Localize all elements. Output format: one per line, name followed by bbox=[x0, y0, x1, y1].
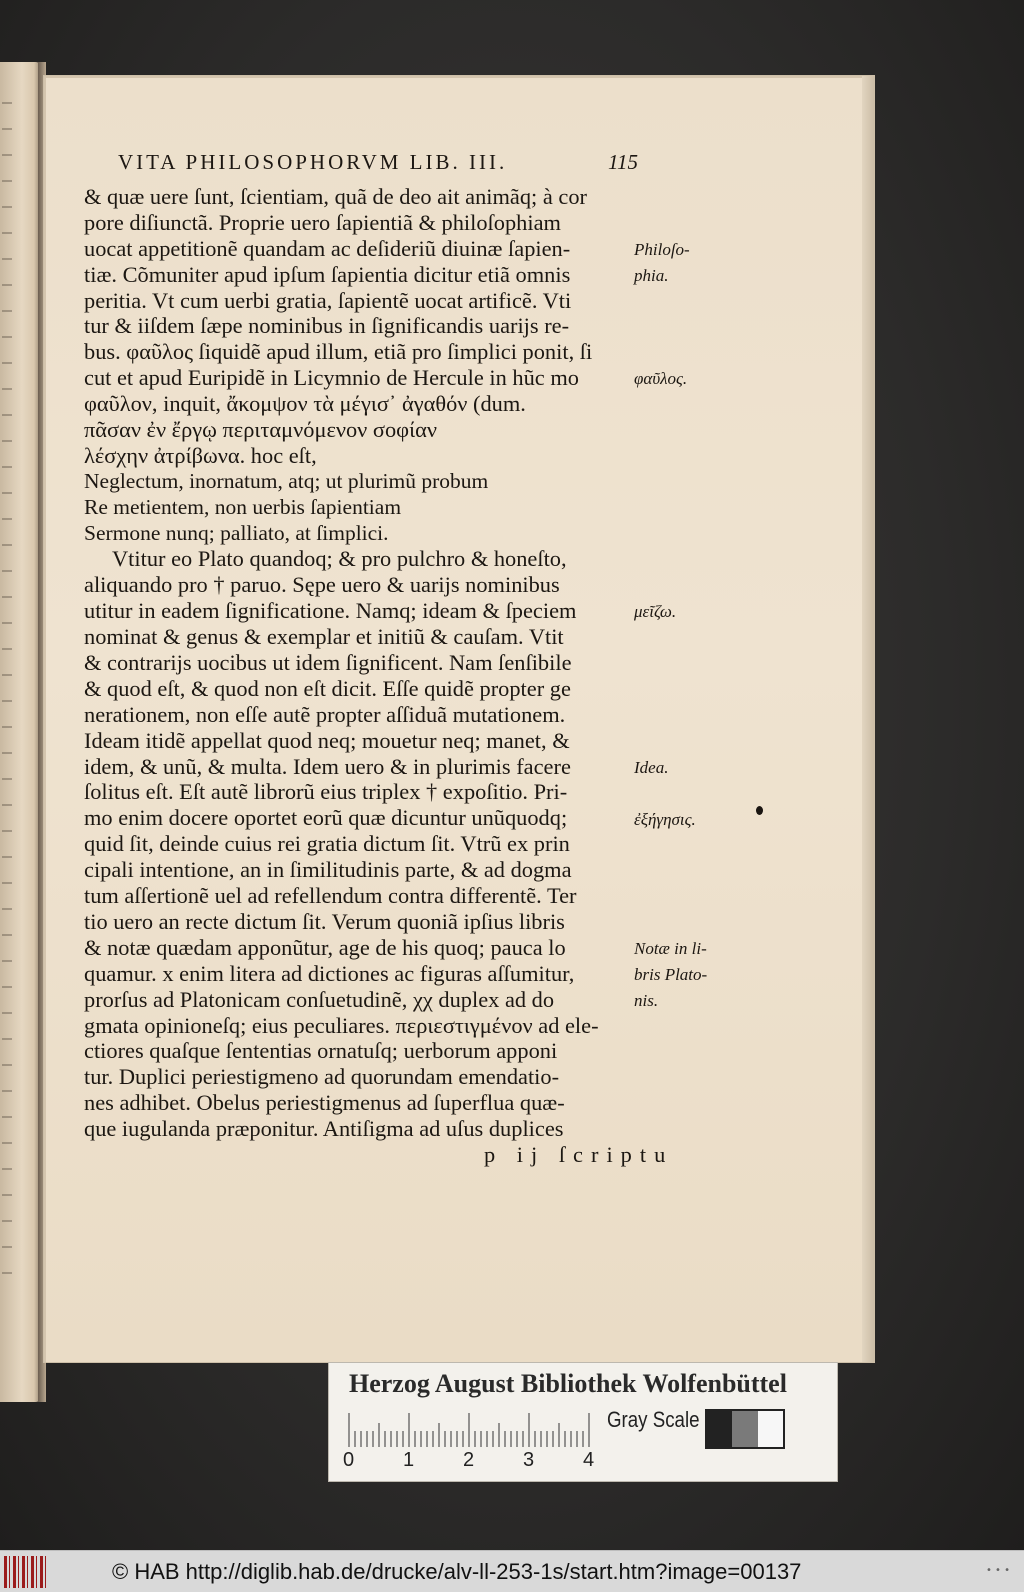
text-line: peritia. Vt cum uerbi gratia, ſapientẽ uocat artificẽ. Vti bbox=[84, 287, 572, 313]
text-line: Vtitur eo Plato quandoq; & pro pulchro & honeſto, bbox=[112, 546, 567, 572]
text-line: idem, & unũ, & multa. Idem uero & in plurimis facere bbox=[84, 753, 571, 779]
text-line: aliquando pro † paruo. Sępe uero & uarijs nominibus bbox=[84, 572, 560, 598]
ruler-number: 4 bbox=[583, 1449, 595, 1471]
text-line: tum aſſertionẽ uel ad refellendum contra differentẽ. Ter bbox=[84, 883, 577, 909]
text-line: tiæ. Cõmuniter apud ipſum ſapientia dicitur etiã omnis bbox=[84, 261, 571, 287]
text-line: uocat appetitionẽ quandam ac deſideriũ diuinæ ſapien- bbox=[84, 235, 571, 261]
ruler-number: 3 bbox=[523, 1449, 535, 1471]
marginal-note: Idea. bbox=[634, 757, 669, 777]
gray-scale-label: Gray Scale bbox=[607, 1407, 700, 1432]
text-line: quid ſit, deinde cuius rei gratia dictum ſit. Vtrũ ex prin bbox=[84, 831, 570, 857]
marginal-note: ἐξήγησις. bbox=[634, 809, 696, 829]
left-page-text-edge bbox=[2, 102, 12, 1282]
running-head bbox=[118, 150, 638, 175]
gray-swatch bbox=[758, 1411, 783, 1447]
marginal-note: phia. bbox=[634, 265, 669, 285]
text-line: nerationem, non eſſe autẽ propter aſſiduã mutationem. bbox=[84, 701, 566, 727]
marginal-note: φαῦλος. bbox=[634, 369, 688, 389]
text-line: & quod eſt, & quod non eſt dicit. Eſſe quidẽ propter ge bbox=[84, 675, 571, 701]
text-line: mo enim docere oportet eorũ quæ dicuntur unũquodq; bbox=[84, 805, 568, 831]
ink-spot bbox=[756, 806, 763, 815]
folio-number: 115 bbox=[608, 150, 638, 174]
page-edge bbox=[862, 76, 874, 1362]
text-line: Ideam itidẽ appellat quod neq; mouetur neq; manet, & bbox=[84, 727, 570, 753]
text-line: ctiores quaſque ſententias ornatuſq; uerborum apponi bbox=[84, 1038, 558, 1064]
footer-dots-icon: • • • bbox=[985, 1565, 1010, 1576]
text-line: tur. Duplici periestigmeno ad quorundam emendatio- bbox=[84, 1064, 560, 1090]
text-line: cut et apud Euripidẽ in Licymnio de Hercule in hũc mo bbox=[84, 365, 579, 391]
library-label-card bbox=[328, 1362, 838, 1482]
text-line: ſolitus eſt. Eſt autẽ librorũ eius triplex † expoſitio. Pri- bbox=[84, 779, 568, 805]
text-line: prorſus ad Platonicam conſuetudinẽ, χχ duplex ad do bbox=[84, 986, 555, 1012]
marginal-note: bris Plato- bbox=[634, 965, 708, 984]
text-line: λέσχην ἀτρίβωνα. hoc eſt, bbox=[84, 442, 317, 468]
marginal-note: μεῖζω. bbox=[634, 602, 677, 622]
catchword-line: p ij ſcriptu bbox=[484, 1141, 674, 1167]
gray-swatch bbox=[732, 1411, 757, 1447]
text-line: que iugulanda præponitur. Antiſigma ad uſus duplices bbox=[84, 1116, 564, 1142]
text-line: gmata opinioneſq; eius peculiares. περιεστιγμένον ad ele- bbox=[84, 1012, 599, 1038]
ruler-scale-numbers bbox=[343, 1449, 603, 1473]
gray-scale-swatches bbox=[705, 1409, 785, 1449]
marginal-note: Notæ in li- bbox=[634, 939, 707, 959]
measurement-ruler bbox=[347, 1411, 595, 1447]
ruler-number: 0 bbox=[343, 1449, 355, 1471]
footer-copyright-url[interactable]: © HAB http://diglib.hab.de/drucke/alv-ll-253-1s/start.htm?image=00137 bbox=[112, 1558, 802, 1584]
text-line: utitur in eadem ſignificatione. Namq; ideam & ſpeciem bbox=[84, 598, 577, 624]
library-name: Herzog August Bibliothek Wolfenbüttel bbox=[349, 1369, 787, 1398]
text-line: tur & iiſdem ſæpe nominibus in ſignificandis uarijs re- bbox=[84, 313, 570, 339]
hab-barcode-icon bbox=[4, 1556, 48, 1588]
text-line: nes adhibet. Obelus periestigmenus ad ſuperflua quæ- bbox=[84, 1090, 565, 1116]
running-head-title: VITA PHILOSOPHORVM LIB. III. bbox=[118, 150, 508, 174]
text-line: pore diſiunctã. Proprie uero ſapientiã & philoſophiam bbox=[84, 209, 561, 235]
text-line: & quæ uere ſunt, ſcientiam, quã de deo ait animãq; à cor bbox=[84, 184, 588, 209]
marginal-note: nis. bbox=[634, 990, 659, 1010]
text-line: & contrarijs uocibus ut idem ſignificent. Nam ſenſibile bbox=[84, 650, 572, 676]
gray-swatch bbox=[707, 1411, 732, 1447]
text-line: tio uero an recte dictum ſit. Verum quoniã ipſius libris bbox=[84, 908, 565, 934]
text-line: φαῦλον, inquit, ἄκομψον τὰ μέγισ᾽ ἀγαθόν (dum. bbox=[84, 391, 526, 417]
left-facing-page bbox=[0, 62, 40, 1402]
text-line: bus. φαῦλος ſiquidẽ apud illum, etiã pro ſimplici ponit, ſi bbox=[84, 339, 593, 365]
ruler-number: 2 bbox=[463, 1449, 475, 1471]
footer-bar bbox=[0, 1550, 1024, 1592]
text-line: & notæ quædam apponũtur, age de his quoq; pauca lo bbox=[84, 934, 566, 960]
text-line: cipali intentione, an in ſimilitudinis parte, & ad dogma bbox=[84, 857, 572, 883]
text-line: nominat & genus & exemplar et initiũ & cauſam. Vtit bbox=[84, 624, 564, 650]
text-line: Sermone nunq; palliato, at ſimplici. bbox=[84, 520, 389, 545]
ruler-number: 1 bbox=[403, 1449, 415, 1471]
text-line: πᾶσαν ἐν ἔργῳ περιταμνόμενον σοφίαν bbox=[84, 417, 437, 443]
marginal-note: Philoſo- bbox=[634, 239, 690, 259]
text-line: quamur. x enim litera ad dictiones ac figuras aſſumitur, bbox=[84, 960, 575, 986]
text-line: Re metientem, non uerbis ſapientiam bbox=[84, 494, 402, 519]
text-line: Neglectum, inornatum, atq; ut plurimũ probum bbox=[84, 468, 489, 493]
